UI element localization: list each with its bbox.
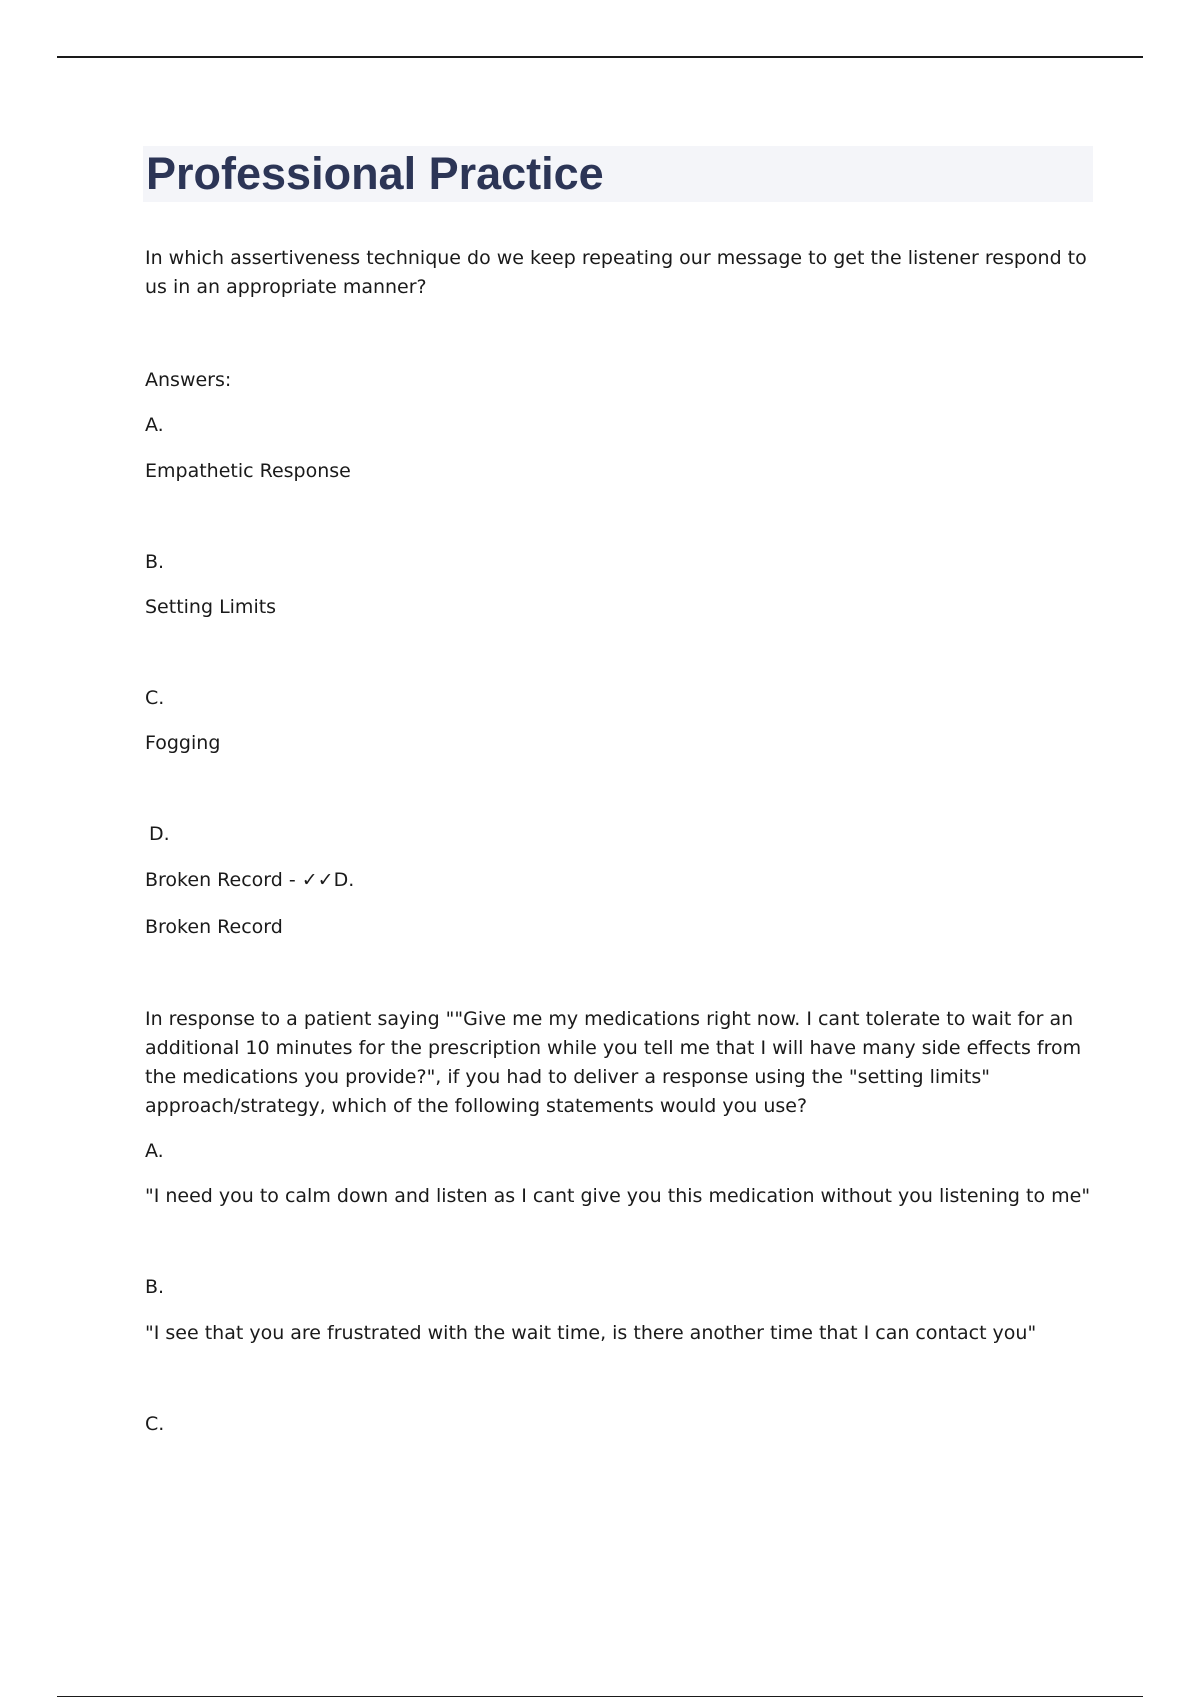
answers-label: Answers:: [145, 369, 232, 391]
q1-option-a-letter: A.: [145, 414, 164, 436]
footer-rule: [57, 1696, 1143, 1697]
question-2-text: In response to a patient saying ""Give me my medications right now. I cant tolerate to wait for an additional 10 minutes for the prescription while you tell me that I will have many side effects from the medications you provide?", if you had to deliver a response using the "setting limits" approach/strategy, which of the following statements would you use?: [145, 1008, 1088, 1117]
q2-option-b-letter: B.: [145, 1276, 165, 1298]
q1-option-d-letter: D.: [149, 823, 170, 845]
q2-option-a-letter: A.: [145, 1140, 164, 1162]
q1-option-b-letter: B.: [145, 551, 165, 573]
q1-option-b-text: Setting Limits: [145, 596, 277, 618]
q2-option-c-letter: C.: [145, 1413, 165, 1435]
header-rule: [57, 56, 1143, 58]
q2-option-b-text: "I see that you are frustrated with the wait time, is there another time that I can contact you": [145, 1322, 1037, 1344]
q1-option-a-text: Empathetic Response: [145, 460, 351, 482]
question-1-text: In which assertiveness technique do we keep repeating our message to get the listener respond to us in an appropriate manner?: [145, 247, 1093, 298]
q1-option-c-text: Fogging: [145, 732, 221, 754]
q1-option-c-letter: C.: [145, 687, 165, 709]
q2-option-a-text: "I need you to calm down and listen as I cant give you this medication without you listening to me": [145, 1185, 1091, 1207]
page-title: Professional Practice: [146, 148, 604, 199]
q1-option-d-text: Broken Record - ✓✓D.: [145, 869, 355, 891]
q1-answer: Broken Record: [145, 916, 283, 938]
